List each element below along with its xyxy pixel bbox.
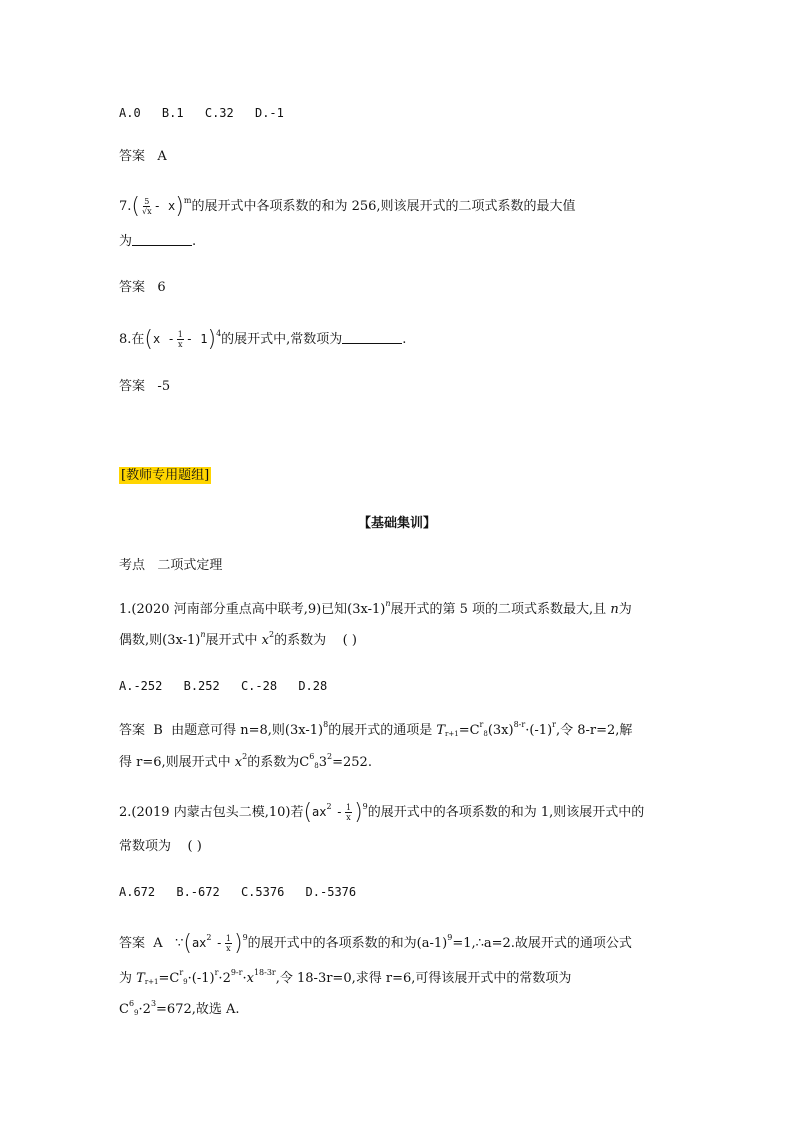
q8-answer-blank — [342, 331, 402, 344]
q8-answer — [119, 378, 170, 396]
q7-exponent: m — [183, 196, 192, 205]
p2-option-c: C.5376 — [240, 885, 285, 899]
q7-number: 7. — [119, 199, 132, 214]
q6-option-d: D.-1 — [254, 106, 284, 120]
answer-label: 答案 — [119, 379, 146, 394]
answer-label: 答案 — [119, 723, 146, 738]
answer-value: A — [157, 149, 167, 164]
p1-options — [119, 677, 341, 695]
q8-line: 8.在(x - $\frac{1}{x}$ - 1)$^4$的展开式中,常数项为 . — [119, 327, 407, 352]
q8-text: 的展开式中,常数项为 — [221, 332, 343, 347]
q6-option-c: C.32 — [204, 106, 234, 120]
q6-options — [119, 104, 298, 122]
p1-option-c: C.-28 — [240, 679, 278, 693]
q8-prefix: 8.在 — [119, 332, 145, 347]
p1-option-b: B.252 — [183, 679, 220, 693]
p2-options — [119, 883, 370, 901]
p1-line2: 偶数,则$(3x-1)^n$展开式中 $x^2$的系数为 ( ) — [119, 630, 357, 648]
answer-label: 答案 — [119, 936, 146, 951]
p1-answer-line1: 答案 B 由题意可得 n=8,则$(3x-1)^8$的展开式的通项是 $T_{r+1}=C^r_8(3x)^{8-r}\cdot(-1)^r$,令 8-r=2,解 — [119, 720, 633, 738]
q7-term: - x — [153, 199, 176, 213]
answer-value: B — [153, 723, 163, 738]
q6-option-a: A.0 — [119, 106, 141, 120]
answer-value: -5 — [157, 379, 171, 394]
p2-option-b: B.-672 — [176, 885, 220, 899]
answer-label: 答案 — [119, 149, 146, 164]
q8-exponent: 4 — [216, 329, 222, 338]
p2-option-d: D.-5376 — [305, 885, 357, 899]
p1-option-a: A.-252 — [119, 679, 163, 693]
p1-option-d: D.28 — [298, 679, 328, 693]
p2-answer-line3: $C^6_9\cdot 2^3=672$,故选 A. — [119, 999, 240, 1017]
q6-answer — [119, 148, 167, 166]
section-title: 【基础集训】 — [357, 516, 436, 531]
p2-option-a: A.672 — [119, 885, 156, 899]
p2-answer-line2: 为 $T_{r+1}=C^r_9\cdot(-1)^r\cdot 2^{9-r}\cdot x^{18-3r}$,令 18-3r=0,求得 r=6,可得该展开式中的常数项为 — [119, 968, 572, 986]
answer-value: 6 — [157, 280, 166, 295]
answer-value: A — [153, 936, 163, 951]
exam-point: 考点 二项式定理 — [119, 558, 223, 573]
q7-answer — [119, 279, 166, 297]
p2-line1: 2.(2019 内蒙古包头二模,10)若($ax^2$ - $\frac{1}{x}$ )$^9$的展开式中的各项系数的和为 1,则该展开式中的 — [119, 800, 645, 825]
q7-line2: 为 . — [119, 234, 197, 249]
q7-line1: 7.( $\frac{5}{√x}$ - x)$^m$的展开式中各项系数的和为 256,则该展开式的二项式系数的最大值 — [119, 194, 576, 219]
section-tag: [教师专用题组] — [121, 468, 210, 483]
p1-line1: 1.(2020 河南部分重点高中联考,9)已知$(3x-1)^n$展开式的第 5 项的二项式系数最大,且 n为 — [119, 599, 632, 617]
q8-fraction: $\frac{1}{x}$ — [177, 330, 183, 349]
q7-line2-prefix: 为 — [119, 234, 133, 249]
q7-fraction: $\frac{5}{√x}$ — [142, 197, 152, 216]
q6-option-b: B.1 — [161, 106, 184, 120]
q7-text: 的展开式中各项系数的和为 256,则该展开式的二项式系数的最大值 — [191, 199, 576, 214]
p2-answer-line1: 答案 A $\because(ax^2$ - $\frac{1}{x}$ )$^9$的展开式中的各项系数的和为$(a-1)^9=1,\therefore a=2$.故展开式的通项公式 — [119, 931, 632, 956]
p1-answer-line2: 得 r=6,则展开式中 $x^2$的系数为$C^6_83^2=252$. — [119, 752, 372, 770]
answer-label: 答案 — [119, 280, 146, 295]
p2-line2: 常数项为 ( ) — [119, 839, 202, 854]
q7-answer-blank — [132, 233, 192, 246]
